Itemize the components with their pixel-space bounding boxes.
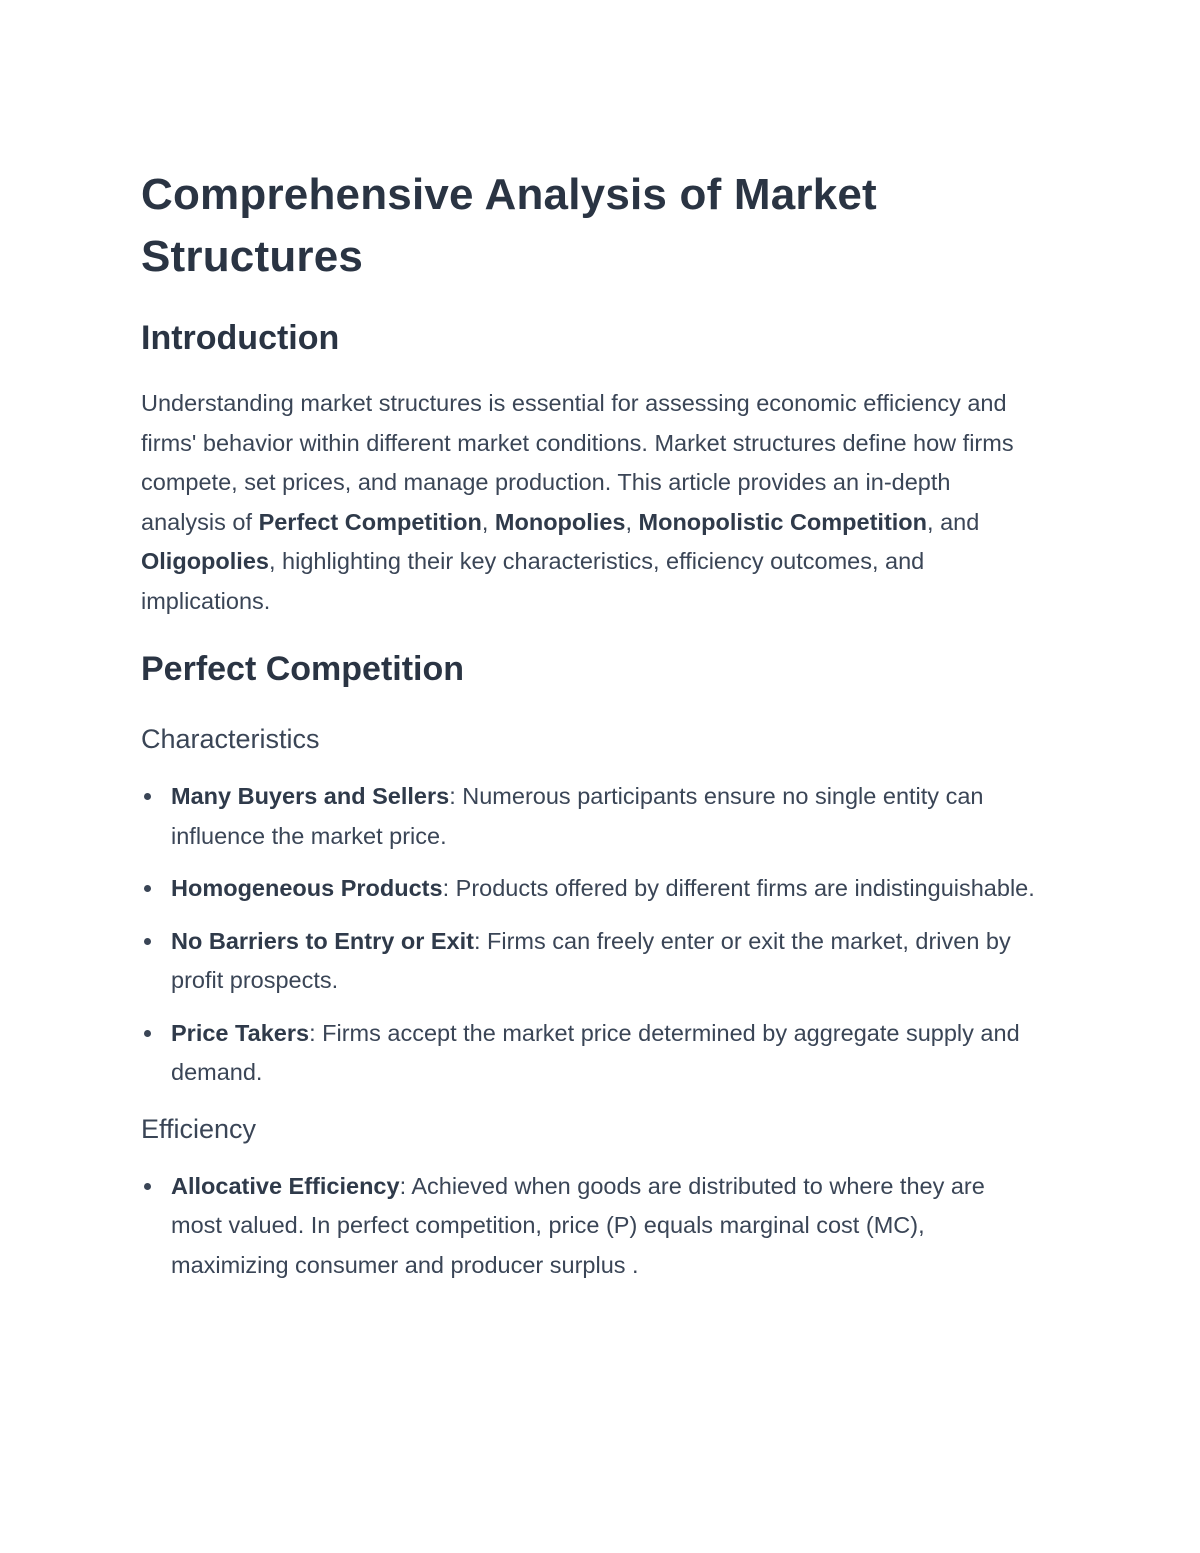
intro-bold-monopolistic-competition: Monopolistic Competition — [638, 508, 928, 535]
list-item-term: No Barriers to Entry or Exit — [171, 927, 474, 954]
characteristics-list — [141, 777, 1041, 1093]
bullet-icon — [144, 1183, 151, 1190]
list-item — [141, 1167, 1041, 1286]
perfect-competition-heading: Perfect Competition — [141, 650, 465, 688]
list-item-term: Price Takers — [171, 1019, 310, 1046]
characteristics-heading: Characteristics — [141, 724, 320, 754]
list-item-description: : Firms can freely enter or exit the market, driven by profit prospects. — [171, 927, 1011, 993]
intro-bold-monopolies: Monopolies — [494, 508, 626, 535]
introduction-paragraph — [141, 384, 1041, 621]
intro-text-part: Understanding market structures is essential for assessing economic efficiency and firms' behavior within different market conditions. Market structures define how firms compete, set prices, and manage production. This article provides an in-depth analysis of — [141, 390, 1014, 535]
list-item-term: Homogeneous Products — [171, 875, 443, 901]
list-item — [141, 777, 1041, 856]
list-item — [141, 922, 1041, 1001]
document-content — [141, 164, 1041, 1285]
list-item — [141, 1014, 1041, 1093]
intro-text-part: , highlighting their key characteristics, efficiency outcomes, and implications. — [141, 548, 925, 614]
intro-bold-perfect-competition: Perfect Competition — [258, 508, 482, 535]
list-item-term: Allocative Efficiency — [171, 1172, 400, 1199]
list-item-term: Many Buyers and Sellers — [171, 783, 450, 809]
bullet-icon — [144, 885, 151, 892]
list-item-description: : Firms accept the market price determined by aggregate supply and demand. — [171, 1019, 1020, 1085]
intro-separator: , — [625, 508, 639, 535]
efficiency-heading: Efficiency — [141, 1113, 257, 1144]
list-item — [141, 869, 1041, 909]
list-item-description: : Numerous participants ensure no single entity can influence the market price. — [171, 783, 984, 849]
bullet-icon — [144, 1030, 151, 1037]
intro-separator: , and — [927, 508, 980, 535]
intro-separator: , — [481, 508, 495, 535]
bullet-icon — [144, 938, 151, 945]
efficiency-list — [141, 1167, 1041, 1286]
introduction-heading: Introduction — [141, 319, 340, 357]
document-title: Comprehensive Analysis of Market Structures — [141, 170, 877, 281]
bullet-icon — [144, 793, 151, 800]
list-item-description: : Products offered by different firms are indistinguishable. — [442, 875, 1035, 901]
intro-bold-oligopolies: Oligopolies — [141, 548, 269, 574]
list-item-description: : Achieved when goods are distributed to where they are most valued. In perfect competition, price (P) equals marginal cost (MC), maximizing consumer and producer surplus . — [171, 1172, 985, 1278]
